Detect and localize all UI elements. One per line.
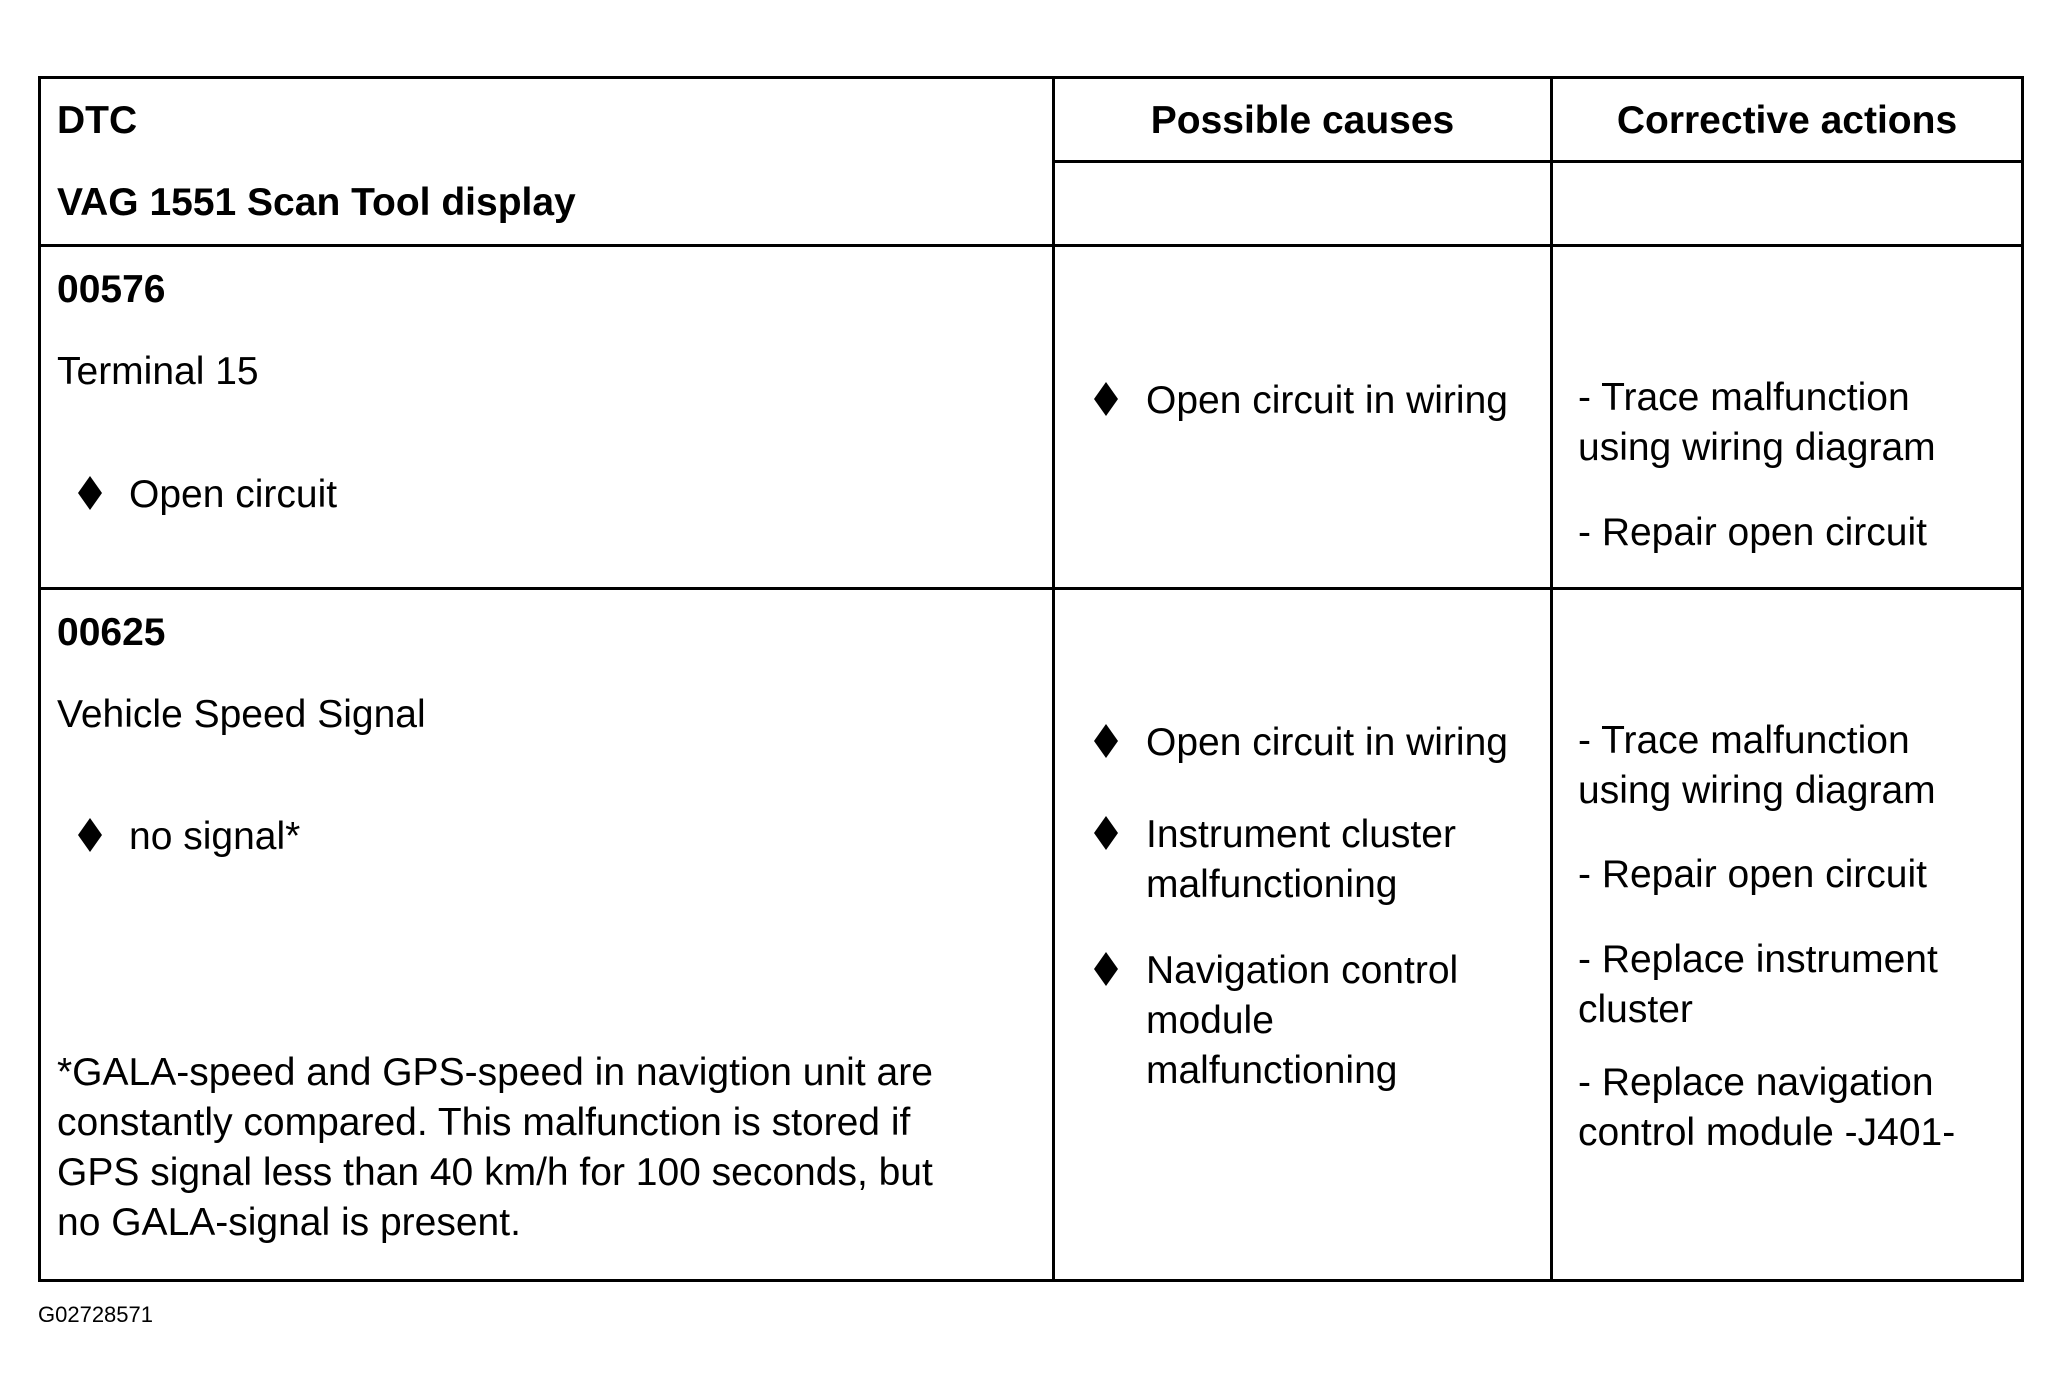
footnote-line: constantly compared. This malfunction is stored if [57,1101,911,1144]
diamond-bullet-icon [1094,382,1118,416]
dtc-code: 00625 [57,611,166,654]
row-divider [38,587,2024,590]
possible-cause: Instrument cluster [1146,813,1456,856]
diamond-bullet-icon [1094,724,1118,758]
possible-cause: module [1146,999,1274,1042]
diamond-bullet-icon [78,476,102,510]
corrective-action-line: cluster [1578,988,1693,1031]
dtc-symptom: Open circuit [129,473,338,516]
corrective-action-line: - Replace instrument [1578,938,1938,981]
corrective-action-line: - Trace malfunction [1578,719,1910,762]
column-divider-2 [1550,76,1553,1282]
footnote-line: no GALA-signal is present. [57,1201,521,1244]
header-dtc: DTC [57,99,138,142]
diamond-bullet-icon [1094,952,1118,986]
header-subdivider [1052,160,2024,163]
corrective-action-line: - Replace navigation [1578,1061,1934,1104]
corrective-action-line: control module -J401- [1578,1111,1956,1154]
corrective-action-line: using wiring diagram [1578,769,1936,812]
dtc-name: Vehicle Speed Signal [57,693,426,736]
dtc-name: Terminal 15 [57,350,259,393]
possible-cause: malfunctioning [1146,863,1398,906]
corrective-action-line: - Trace malfunction [1578,376,1910,419]
column-divider-1 [1052,76,1055,1282]
possible-cause: Open circuit in wiring [1146,721,1508,764]
diamond-bullet-icon [1094,816,1118,850]
possible-cause: Navigation control [1146,949,1459,992]
dtc-code: 00576 [57,268,166,311]
footnote-line: GPS signal less than 40 km/h for 100 seconds, but [57,1151,933,1194]
figure-id: G02728571 [38,1302,153,1327]
diamond-bullet-icon [78,818,102,852]
header-corrective-actions: Corrective actions [1616,99,1958,142]
corrective-action-line: - Repair open circuit [1578,853,1927,896]
header-scan-tool: VAG 1551 Scan Tool display [57,181,576,224]
footnote-line: *GALA-speed and GPS-speed in navigtion unit are [57,1051,933,1094]
header-row-divider [38,244,2024,247]
corrective-action-line: using wiring diagram [1578,426,1936,469]
corrective-action-line: - Repair open circuit [1578,511,1927,554]
header-possible-causes: Possible causes [1150,99,1455,142]
dtc-symptom: no signal* [129,815,301,858]
possible-cause: Open circuit in wiring [1146,379,1508,422]
possible-cause: malfunctioning [1146,1049,1398,1092]
